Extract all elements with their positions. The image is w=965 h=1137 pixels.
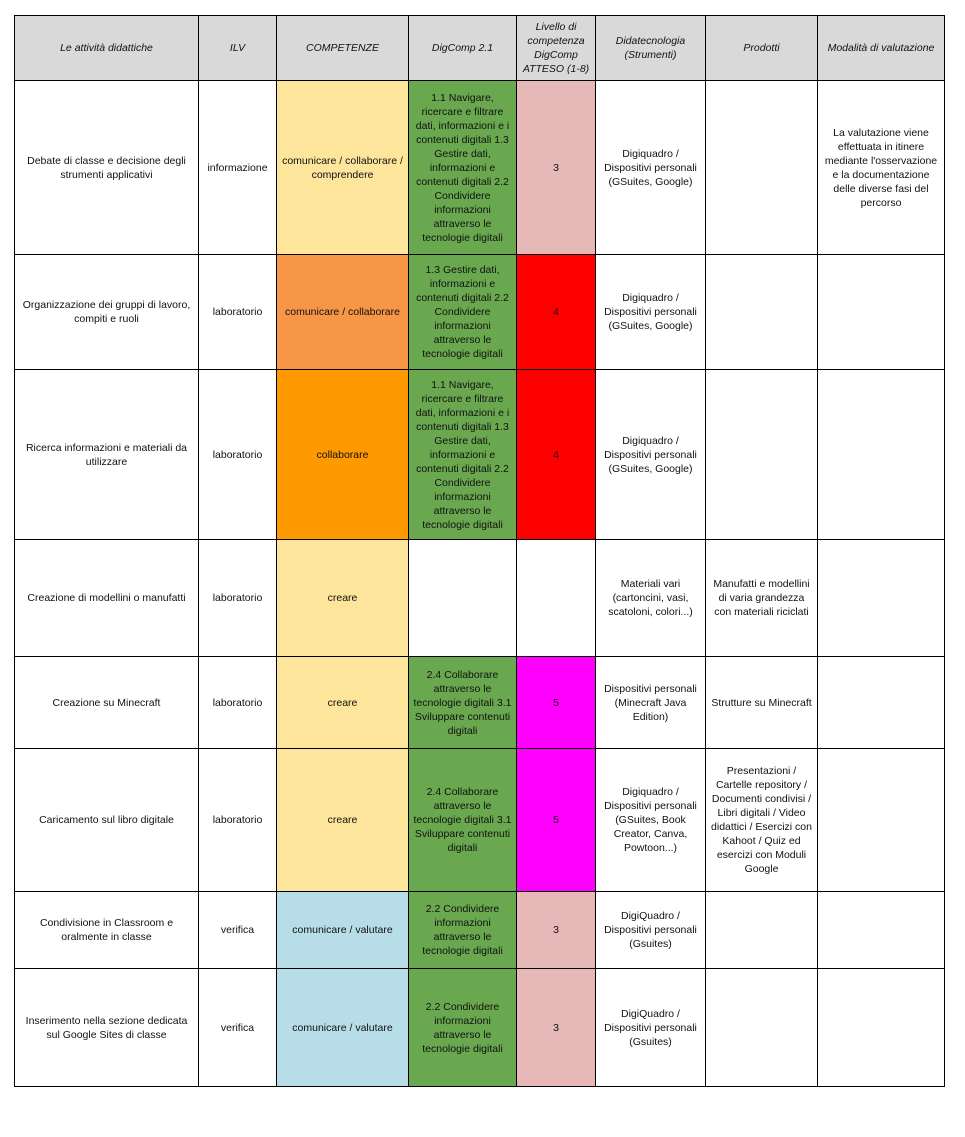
cell-competenze: comunicare / collaborare / comprendere xyxy=(277,81,409,255)
cell-strumenti: Materiali vari (cartoncini, vasi, scatoloni, colori...) xyxy=(596,540,706,657)
cell-competenze: collaborare xyxy=(277,370,409,540)
cell-attivita: Creazione di modellini o manufatti xyxy=(15,540,199,657)
cell-attivita: Condivisione in Classroom e oralmente in classe xyxy=(15,892,199,969)
cell-livello: 3 xyxy=(517,969,596,1087)
header-livello: Livello di competenza DigComp ATTESO (1-8) xyxy=(517,16,596,81)
header-competenze: COMPETENZE xyxy=(277,16,409,81)
cell-prodotti: Strutture su Minecraft xyxy=(706,657,818,749)
cell-digcomp: 1.3 Gestire dati, informazioni e contenuti digitali 2.2 Condividere informazioni attraverso le tecnologie digitali xyxy=(409,255,517,370)
cell-valutazione xyxy=(818,255,945,370)
cell-ilv: informazione xyxy=(199,81,277,255)
cell-strumenti: Dispositivi personali (Minecraft Java Edition) xyxy=(596,657,706,749)
cell-valutazione xyxy=(818,657,945,749)
table-row xyxy=(15,255,945,370)
cell-attivita: Organizzazione dei gruppi di lavoro, compiti e ruoli xyxy=(15,255,199,370)
cell-strumenti: Digiquadro / Dispositivi personali (GSuites, Google) xyxy=(596,370,706,540)
table-row xyxy=(15,969,945,1087)
cell-digcomp: 2.4 Collaborare attraverso le tecnologie digitali 3.1 Sviluppare contenuti digitali xyxy=(409,749,517,892)
cell-digcomp: 1.1 Navigare, ricercare e filtrare dati, informazioni e i contenuti digitali 1.3 Gestire dati, informazioni e contenuti digitali 2.2 Condividere informazioni attraverso le tecnologie digitali xyxy=(409,370,517,540)
cell-ilv: laboratorio xyxy=(199,540,277,657)
cell-prodotti: Presentazioni / Cartelle repository / Documenti condivisi / Libri digitali / Video didattici / Esercizi con Kahoot / Quiz ed esercizi con Moduli Google xyxy=(706,749,818,892)
cell-attivita: Caricamento sul libro digitale xyxy=(15,749,199,892)
cell-ilv: laboratorio xyxy=(199,255,277,370)
cell-digcomp: 1.1 Navigare, ricercare e filtrare dati, informazioni e i contenuti digitali 1.3 Gestire dati, informazioni e contenuti digitali 2.2 Condividere informazioni attraverso le tecnologie digitali xyxy=(409,81,517,255)
cell-valutazione: La valutazione viene effettuata in itinere mediante l'osservazione e la documentazione delle diverse fasi del percorso xyxy=(818,81,945,255)
cell-livello: 4 xyxy=(517,255,596,370)
table-row xyxy=(15,81,945,255)
cell-valutazione xyxy=(818,969,945,1087)
cell-livello: 5 xyxy=(517,749,596,892)
header-strumenti: Didatecnologia (Strumenti) xyxy=(596,16,706,81)
table-row xyxy=(15,892,945,969)
cell-strumenti: DigiQuadro / Dispositivi personali (Gsuites) xyxy=(596,892,706,969)
activities-table xyxy=(14,15,945,1087)
cell-strumenti: Digiquadro / Dispositivi personali (GSuites, Book Creator, Canva, Powtoon...) xyxy=(596,749,706,892)
cell-prodotti xyxy=(706,255,818,370)
cell-strumenti: Digiquadro / Dispositivi personali (GSuites, Google) xyxy=(596,255,706,370)
cell-livello: 3 xyxy=(517,81,596,255)
cell-prodotti xyxy=(706,892,818,969)
cell-competenze: comunicare / valutare xyxy=(277,969,409,1087)
cell-livello xyxy=(517,540,596,657)
cell-livello: 5 xyxy=(517,657,596,749)
cell-ilv: verifica xyxy=(199,969,277,1087)
cell-competenze: comunicare / valutare xyxy=(277,892,409,969)
header-valutazione: Modalità di valutazione xyxy=(818,16,945,81)
cell-digcomp xyxy=(409,540,517,657)
cell-strumenti: DigiQuadro / Dispositivi personali (Gsuites) xyxy=(596,969,706,1087)
cell-attivita: Inserimento nella sezione dedicata sul Google Sites di classe xyxy=(15,969,199,1087)
cell-competenze: comunicare / collaborare xyxy=(277,255,409,370)
cell-attivita: Debate di classe e decisione degli strumenti applicativi xyxy=(15,81,199,255)
cell-attivita: Ricerca informazioni e materiali da utilizzare xyxy=(15,370,199,540)
cell-livello: 4 xyxy=(517,370,596,540)
cell-digcomp: 2.2 Condividere informazioni attraverso le tecnologie digitali xyxy=(409,969,517,1087)
header-ilv: ILV xyxy=(199,16,277,81)
cell-ilv: laboratorio xyxy=(199,749,277,892)
cell-prodotti xyxy=(706,81,818,255)
cell-ilv: verifica xyxy=(199,892,277,969)
cell-competenze: creare xyxy=(277,749,409,892)
header-prodotti: Prodotti xyxy=(706,16,818,81)
cell-ilv: laboratorio xyxy=(199,657,277,749)
cell-prodotti xyxy=(706,370,818,540)
cell-ilv: laboratorio xyxy=(199,370,277,540)
cell-valutazione xyxy=(818,892,945,969)
header-row xyxy=(15,16,945,81)
table-row xyxy=(15,540,945,657)
cell-digcomp: 2.2 Condividere informazioni attraverso le tecnologie digitali xyxy=(409,892,517,969)
cell-prodotti: Manufatti e modellini di varia grandezza con materiali riciclati xyxy=(706,540,818,657)
cell-competenze: creare xyxy=(277,540,409,657)
cell-competenze: creare xyxy=(277,657,409,749)
cell-valutazione xyxy=(818,370,945,540)
cell-digcomp: 2.4 Collaborare attraverso le tecnologie digitali 3.1 Sviluppare contenuti digitali xyxy=(409,657,517,749)
table-row xyxy=(15,749,945,892)
cell-valutazione xyxy=(818,540,945,657)
table-row xyxy=(15,370,945,540)
cell-prodotti xyxy=(706,969,818,1087)
header-attivita: Le attività didattiche xyxy=(15,16,199,81)
cell-strumenti: Digiquadro / Dispositivi personali (GSuites, Google) xyxy=(596,81,706,255)
cell-valutazione xyxy=(818,749,945,892)
cell-livello: 3 xyxy=(517,892,596,969)
table-row xyxy=(15,657,945,749)
header-digcomp: DigComp 2.1 xyxy=(409,16,517,81)
cell-attivita: Creazione su Minecraft xyxy=(15,657,199,749)
